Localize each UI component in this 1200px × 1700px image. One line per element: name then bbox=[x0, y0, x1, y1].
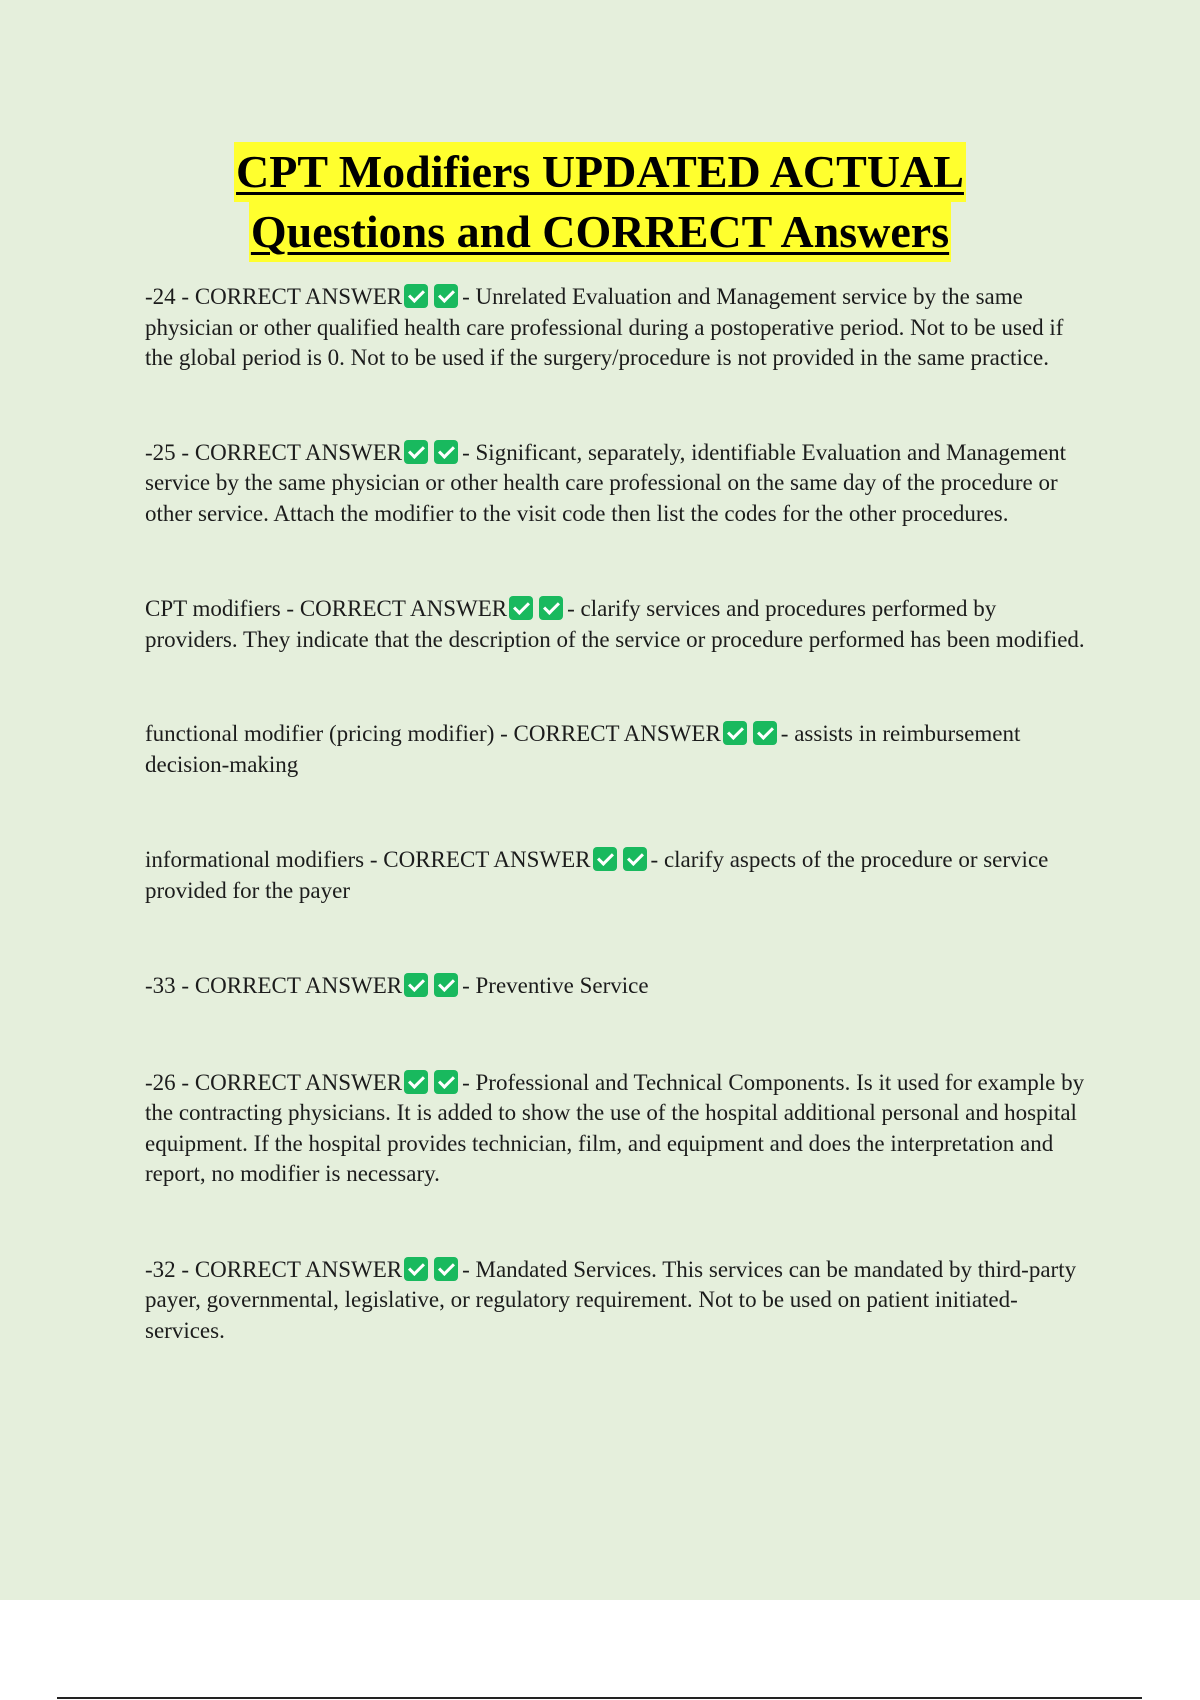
qa-entry: informational modifiers - CORRECT ANSWER - clarify aspects of the procedure or service provided for the payer bbox=[145, 847, 1049, 903]
check-mark-box-icon bbox=[404, 440, 428, 464]
answer-label: CORRECT ANSWER bbox=[194, 1069, 403, 1095]
entry-definition: Significant, separately, identifiable Evaluation and Management service by the same physician or other health care professional on the same day of the procedure or other service. Attach the modifier to the visit code then list the codes for the other procedures. bbox=[145, 439, 1067, 526]
entry-term: -24 bbox=[145, 284, 176, 309]
check-mark-box-icon bbox=[539, 596, 563, 620]
entry-definition: Preventive Service bbox=[475, 973, 649, 998]
check-mark-box-icon bbox=[434, 1070, 458, 1094]
answer-label: CORRECT ANSWER bbox=[194, 1256, 403, 1282]
check-mark-box-icon bbox=[509, 596, 533, 620]
document-title bbox=[0, 142, 1200, 262]
answer-label: CORRECT ANSWER bbox=[513, 721, 721, 746]
entry-term: CPT modifiers bbox=[145, 596, 281, 621]
check-mark-box-icon bbox=[434, 440, 458, 464]
qa-entry: -32 - CORRECT ANSWER - Mandated Services. This services can be mandated by third-party payer, governmental, legislative, or regulatory requirement. Not to be used on patient initiated-services. bbox=[145, 1256, 1077, 1343]
entry-definition: Mandated Services. This services can be mandated by third-party payer, governmental, legislative, or regulatory requirement. Not to be used on patient initiated-services. bbox=[145, 1256, 1077, 1343]
check-mark-box-icon bbox=[434, 1257, 458, 1281]
entry-definition: clarify aspects of the procedure or service provided for the payer bbox=[145, 847, 1049, 903]
answer-label: CORRECT ANSWER bbox=[299, 596, 508, 621]
entry-definition: clarify services and procedures performed by providers. They indicate that the description of the service or procedure performed has been modified. bbox=[145, 596, 1085, 652]
entry-term: functional modifier (pricing modifier) bbox=[145, 721, 495, 746]
answer-label: CORRECT ANSWER bbox=[383, 847, 591, 872]
entry-definition: Unrelated Evaluation and Management service by the same physician or other qualified health care professional during a postoperative period. Not to be used if the global period is 0. Not to be used if the surgery/procedure is not provided in the same practice. bbox=[145, 284, 1064, 370]
entry-term: -33 bbox=[145, 973, 176, 998]
entry-term: -25 bbox=[145, 439, 176, 465]
answer-label: CORRECT ANSWER bbox=[194, 284, 403, 309]
answer-label: CORRECT ANSWER bbox=[194, 439, 403, 465]
check-mark-box-icon bbox=[723, 721, 747, 745]
qa-entry: -25 - CORRECT ANSWER - Significant, separately, identifiable Evaluation and Management service by the same physician or other health care professional on the same day of the procedure or other service. Attach the modifier to the visit code then list the codes for the other procedures. bbox=[145, 439, 1067, 526]
qa-entry: -24 - CORRECT ANSWER - Unrelated Evaluation and Management service by the same physician or other qualified health care professional during a postoperative period. Not to be used if the global period is 0. Not to be used if the surgery/procedure is not provided in the same practice. bbox=[145, 284, 1064, 370]
title-line-1: CPT Modifiers UPDATED ACTUAL bbox=[234, 142, 966, 202]
entry-definition: assists in reimbursement decision-making bbox=[145, 721, 1021, 777]
qa-entry: -26 - CORRECT ANSWER - Professional and Technical Components. Is it used for example by the contracting physicians. It is added to show the use of the hospital additional personal and hospital equipment. If the hospital provides technician, film, and equipment and does the interpretation and report, no modifier is necessary. bbox=[145, 1069, 1085, 1186]
check-mark-box-icon bbox=[593, 847, 617, 871]
qa-entry: functional modifier (pricing modifier) - CORRECT ANSWER - assists in reimbursement decision-making bbox=[145, 721, 1021, 777]
title-line-2: Questions and CORRECT Answers bbox=[249, 202, 951, 262]
check-mark-box-icon bbox=[434, 973, 458, 997]
qa-list bbox=[145, 282, 1085, 1346]
check-mark-box-icon bbox=[404, 1070, 428, 1094]
entry-term: informational modifiers bbox=[145, 847, 365, 872]
footer-divider bbox=[57, 1697, 1142, 1699]
qa-entry: CPT modifiers - CORRECT ANSWER - clarify services and procedures performed by providers. They indicate that the description of the service or procedure performed has been modified. bbox=[145, 596, 1085, 652]
entry-term: -26 bbox=[145, 1069, 176, 1095]
check-mark-box-icon bbox=[404, 1257, 428, 1281]
check-mark-box-icon bbox=[404, 973, 428, 997]
check-mark-box-icon bbox=[434, 284, 458, 308]
check-mark-box-icon bbox=[753, 721, 777, 745]
answer-label: CORRECT ANSWER bbox=[194, 973, 403, 998]
check-mark-box-icon bbox=[404, 284, 428, 308]
check-mark-box-icon bbox=[623, 847, 647, 871]
entry-term: -32 bbox=[145, 1256, 176, 1282]
qa-entry: -33 - CORRECT ANSWER - Preventive Service bbox=[145, 973, 649, 998]
entry-definition: Professional and Technical Components. Is it used for example by the contracting physicians. It is added to show the use of the hospital additional personal and hospital equipment. If the hospital provides technician, film, and equipment and does the interpretation and report, no modifier is necessary. bbox=[145, 1069, 1085, 1186]
